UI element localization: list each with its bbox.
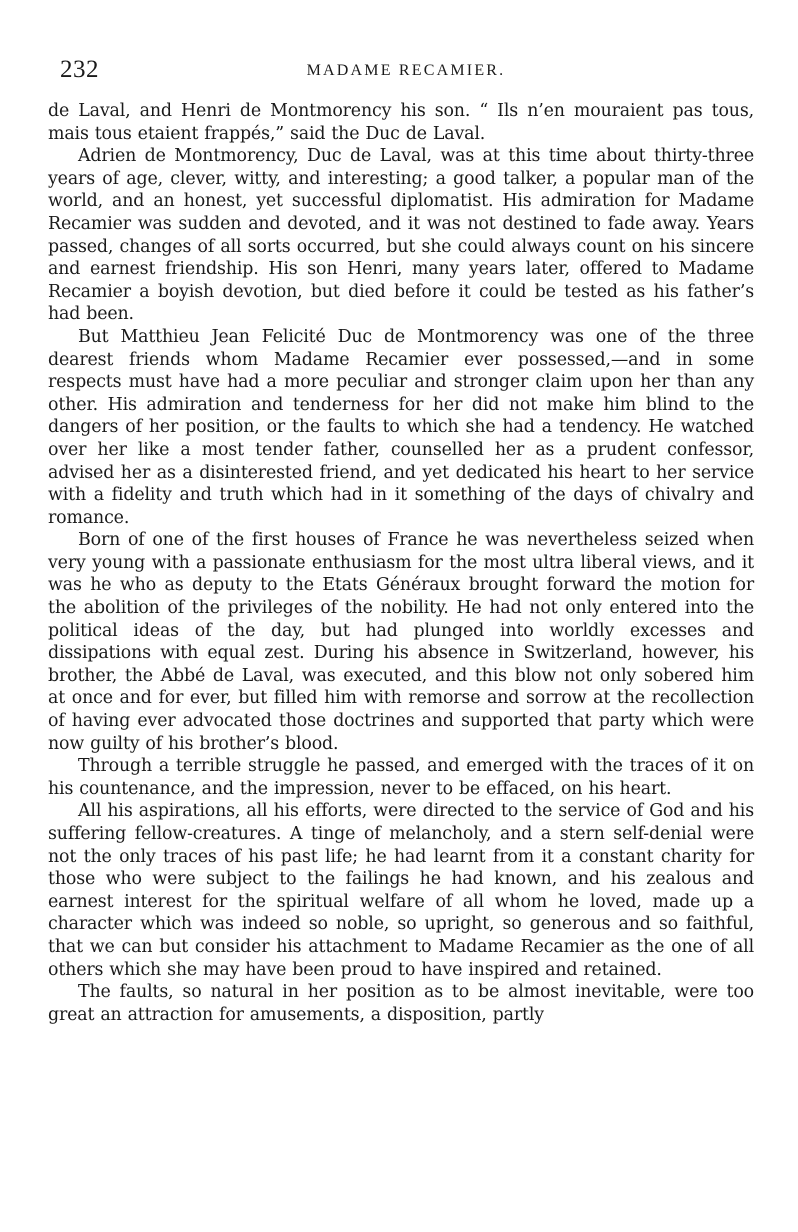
paragraph: Born of one of the first houses of France he was nevertheless seized when very young with a passionate enthusiasm for the most ultra liberal views, and it was he who as deputy to the Etats Généraux brought forward the motion for the abolition of the privileges of the nobility. He had not only entered into the political ideas of the day, but had plunged into worldly excesses and dissipations with equal zest. During his absence in Switzerland, however, his brother, the Abbé de Laval, was executed, and this blow not only sobered him at once and for ever, but filled him with remorse and sorrow at the recollection of having ever advocated those doctrines and supported that party which were now guilty of his brother’s blood.	[48, 530, 754, 754]
running-title: MADAME RECAMIER.	[306, 62, 506, 79]
paragraph: The faults, so natural in her position as to be almost inevitable, were too great an attraction for amusements, a disposition, partly	[48, 982, 754, 1025]
paragraph: de Laval, and Henri de Montmorency his son. “ Ils n’en mouraient pas tous, mais tous etaient frappés,” said the Duc de Laval.	[48, 101, 754, 144]
page-number: 232	[60, 56, 99, 83]
paragraph: Through a terrible struggle he passed, and emerged with the traces of it on his countenance, and the impression, never to be effaced, on his heart.	[48, 756, 754, 799]
body-text	[48, 100, 754, 1026]
paragraph: But Matthieu Jean Felicité Duc de Montmorency was one of the three dearest friends whom Madame Recamier ever possessed,—and in some respects must have had a more peculiar and stronger claim upon her than any other. His admiration and tenderness for her did not make him blind to the dangers of her position, or the faults to which she had a tendency. He watched over her like a most tender father, counselled her as a prudent confessor, advised her as a disinterested friend, and yet dedicated his heart to her service with a fidelity and truth which had in it something of the days of chivalry and romance.	[48, 326, 754, 528]
paragraph: All his aspirations, all his efforts, were directed to the service of God and his suffering fellow-creatures. A tinge of melancholy, and a stern self-denial were not the only traces of his past life; he had learnt from it a constant charity for those who were subject to the failings he had known, and his zealous and earnest interest for the spiritual welfare of all whom he loved, made up a character which was indeed so noble, so upright, so generous and so faithful, that we can but consider his attachment to Madame Recamier as the one of all others which she may have been proud to have inspired and retained.	[48, 801, 754, 980]
running-head	[60, 56, 752, 92]
paragraph: Adrien de Montmorency, Duc de Laval, was at this time about thirty-three years of age, clever, witty, and interesting; a good talker, a popular man of the world, and an honest, yet successful diplomatist. His admiration for Madame Recamier was sudden and devoted, and it was not destined to fade away. Years passed, changes of all sorts occurred, but she could always count on his sincere and earnest friendship. His son Henri, many years later, offered to Madame Recamier a boyish devotion, but died before it could be tested as his father’s had been.	[48, 146, 754, 325]
